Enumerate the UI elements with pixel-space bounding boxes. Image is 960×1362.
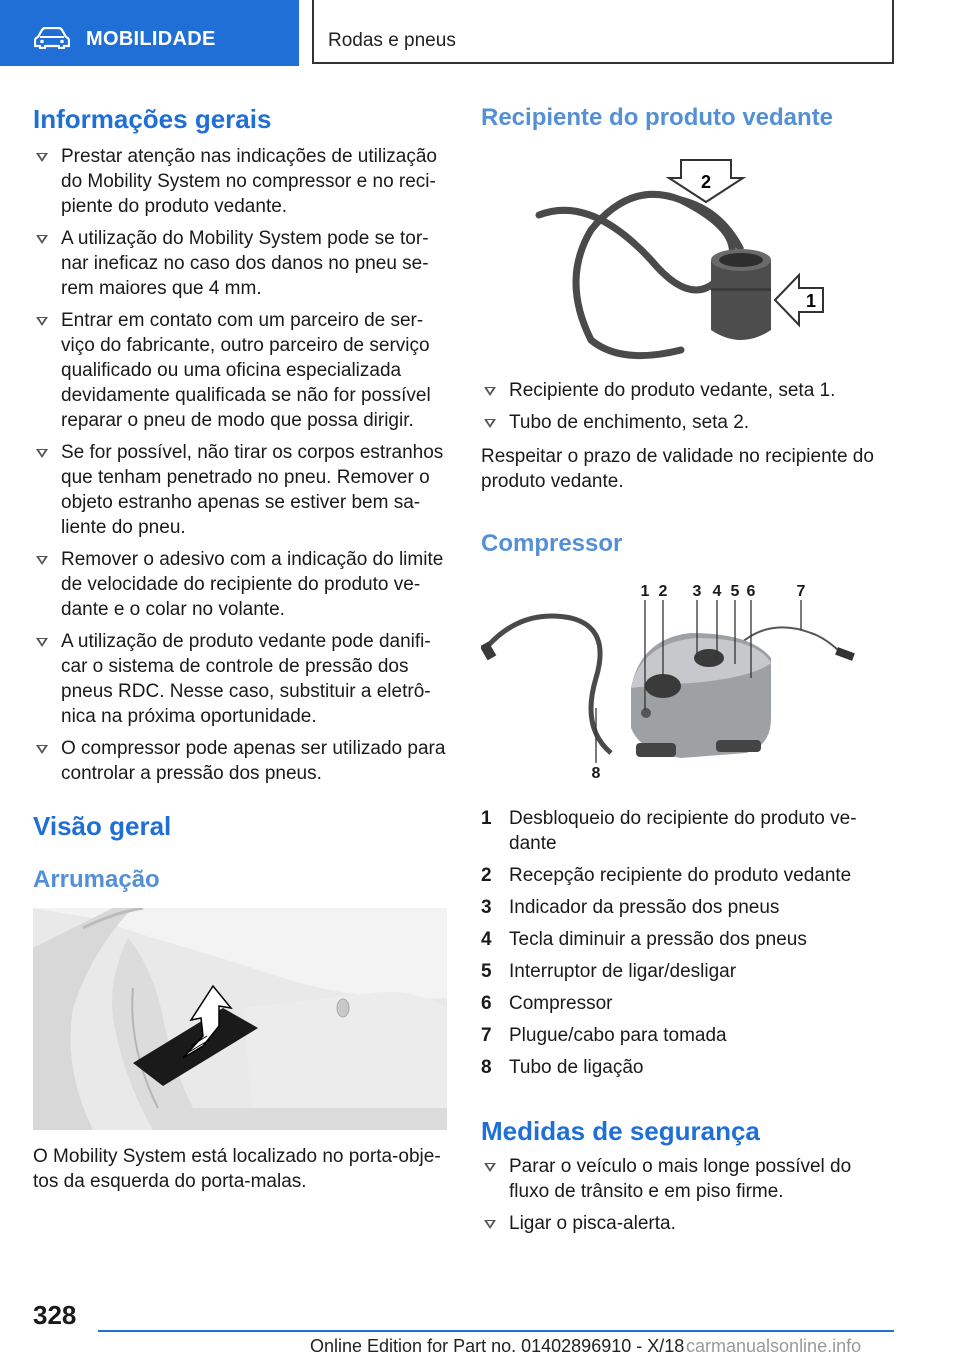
general-info-item-text: O compressor pode apenas ser utilizado para controlar a pressão dos pneus. — [61, 738, 446, 784]
general-info-heading: Informações gerais — [33, 104, 272, 134]
general-info-item — [33, 440, 447, 540]
bullet-triangle-icon — [36, 317, 48, 326]
section-tab — [0, 0, 299, 66]
compressor-legend-item — [481, 806, 895, 856]
legend-number: 4 — [481, 929, 492, 950]
bullet-triangle-icon — [36, 153, 48, 162]
general-info-item-text: Se for possível, não tirar os corpos estranhos que tenham penetrado no pneu. Remover o objeto estranho apenas se estiver bem saliente do pneu. — [61, 442, 444, 538]
general-info-item — [33, 736, 447, 786]
sealant-list — [481, 378, 895, 442]
sealant-item — [481, 378, 895, 403]
compressor-legend-item — [481, 1055, 895, 1080]
safety-list — [481, 1154, 895, 1243]
general-info-list — [33, 144, 447, 793]
general-info-item — [33, 144, 447, 219]
legend-text: Indicador da pressão dos pneus — [509, 897, 780, 918]
sealant-item-text: Tubo de enchimento, seta 2. — [509, 412, 750, 433]
sealant-heading: Recipiente do produto vedante — [481, 104, 834, 131]
compressor-label-6: 6 — [746, 583, 756, 600]
legend-number: 1 — [481, 808, 492, 829]
bullet-triangle-icon — [36, 638, 48, 647]
safety-item — [481, 1211, 895, 1236]
sealant-label-1: 1 — [805, 291, 817, 311]
compressor-legend-item — [481, 895, 895, 920]
section-label: MOBILIDADE — [86, 28, 216, 50]
sealant-label-2: 2 — [700, 172, 712, 192]
footer-rule — [98, 1330, 894, 1332]
car-icon — [34, 27, 70, 49]
legend-number: 7 — [481, 1025, 492, 1046]
compressor-legend — [481, 806, 895, 1087]
general-info-item — [33, 226, 447, 301]
general-info-item-text: Prestar atenção nas indicações de utilização do Mobility System no compressor e no recipiente do produto vedante. — [61, 146, 438, 217]
legend-text: Plugue/cabo para tomada — [509, 1025, 727, 1046]
sealant-container-figure — [531, 150, 831, 365]
bullet-triangle-icon — [36, 556, 48, 565]
compressor-label-7: 7 — [796, 583, 806, 600]
compressor-heading: Compressor — [481, 530, 623, 557]
legend-text: Desbloqueio do recipiente do produto vedante — [509, 808, 857, 854]
trunk-storage-figure — [33, 908, 447, 1130]
overview-heading: Visão geral — [33, 811, 172, 841]
legend-text: Tubo de ligação — [509, 1057, 644, 1078]
legend-number: 8 — [481, 1057, 492, 1078]
compressor-label-4: 4 — [712, 583, 722, 600]
general-info-item-text: A utilização do Mobility System pode se tornar ineficaz no caso dos danos no pneu serem maiores que 4 mm. — [61, 228, 429, 299]
sealant-item — [481, 410, 895, 435]
general-info-item-text: Remover o adesivo com a indicação do limite de velocidade do recipiente do produto vedante e o colar no volante. — [61, 549, 444, 620]
compressor-figure — [481, 578, 895, 788]
sealant-item-text: Recipiente do produto vedante, seta 1. — [509, 380, 836, 401]
bullet-triangle-icon — [484, 1163, 496, 1172]
compressor-label-3: 3 — [692, 583, 702, 600]
legend-number: 3 — [481, 897, 492, 918]
legend-text: Recepção recipiente do produto vedante — [509, 865, 852, 886]
general-info-item-text: Entrar em contato com um parceiro de serviço do fabricante, outro parceiro de serviço qualificado ou uma oficina especializada devidamente qualificada se não for possível reparar o pneu de modo que possa dirigir. — [61, 310, 431, 431]
general-info-item — [33, 308, 447, 433]
watermark: carmanualsonline.info — [686, 1336, 862, 1356]
chapter-title: Rodas e pneus — [328, 30, 456, 51]
compressor-legend-item — [481, 991, 895, 1016]
bullet-triangle-icon — [36, 235, 48, 244]
compressor-label-5: 5 — [730, 583, 740, 600]
compressor-label-1: 1 — [640, 583, 650, 600]
compressor-label-2: 2 — [658, 583, 668, 600]
general-info-item — [33, 547, 447, 622]
legend-number: 6 — [481, 993, 492, 1014]
bullet-triangle-icon — [484, 387, 496, 396]
safety-item-text: Ligar o pisca-alerta. — [509, 1213, 676, 1234]
sealant-note: Respeitar o prazo de validade no recipiente do produto vedante. — [481, 446, 874, 492]
safety-item — [481, 1154, 895, 1204]
bullet-triangle-icon — [484, 1220, 496, 1229]
compressor-label-8: 8 — [591, 765, 601, 782]
general-info-item-text: A utilização de produto vedante pode danificar o sistema de controle de pressão dos pneus RDC. Nesse caso, substituir a eletrônica na próxima oportunidade. — [61, 631, 431, 727]
safety-item-text: Parar o veículo o mais longe possível do fluxo de trânsito e em piso firme. — [509, 1156, 852, 1202]
compressor-legend-item — [481, 1023, 895, 1048]
legend-text: Compressor — [509, 993, 613, 1014]
general-info-item — [33, 629, 447, 729]
safety-heading: Medidas de segurança — [481, 1116, 760, 1146]
compressor-legend-item — [481, 863, 895, 888]
legend-number: 5 — [481, 961, 492, 982]
compressor-legend-item — [481, 959, 895, 984]
storage-heading: Arrumação — [33, 866, 160, 893]
page-number: 328 — [33, 1300, 77, 1330]
bullet-triangle-icon — [484, 419, 496, 428]
storage-text: O Mobility System está localizado no porta-objetos da esquerda do porta-malas. — [33, 1146, 441, 1192]
legend-text: Interruptor de ligar/desligar — [509, 961, 737, 982]
edition-text: Online Edition for Part no. 01402896910 - X/18 — [310, 1336, 685, 1356]
compressor-legend-item — [481, 927, 895, 952]
bullet-triangle-icon — [36, 449, 48, 458]
bullet-triangle-icon — [36, 745, 48, 754]
legend-text: Tecla diminuir a pressão dos pneus — [509, 929, 807, 950]
legend-number: 2 — [481, 865, 492, 886]
chapter-header — [312, 0, 894, 64]
